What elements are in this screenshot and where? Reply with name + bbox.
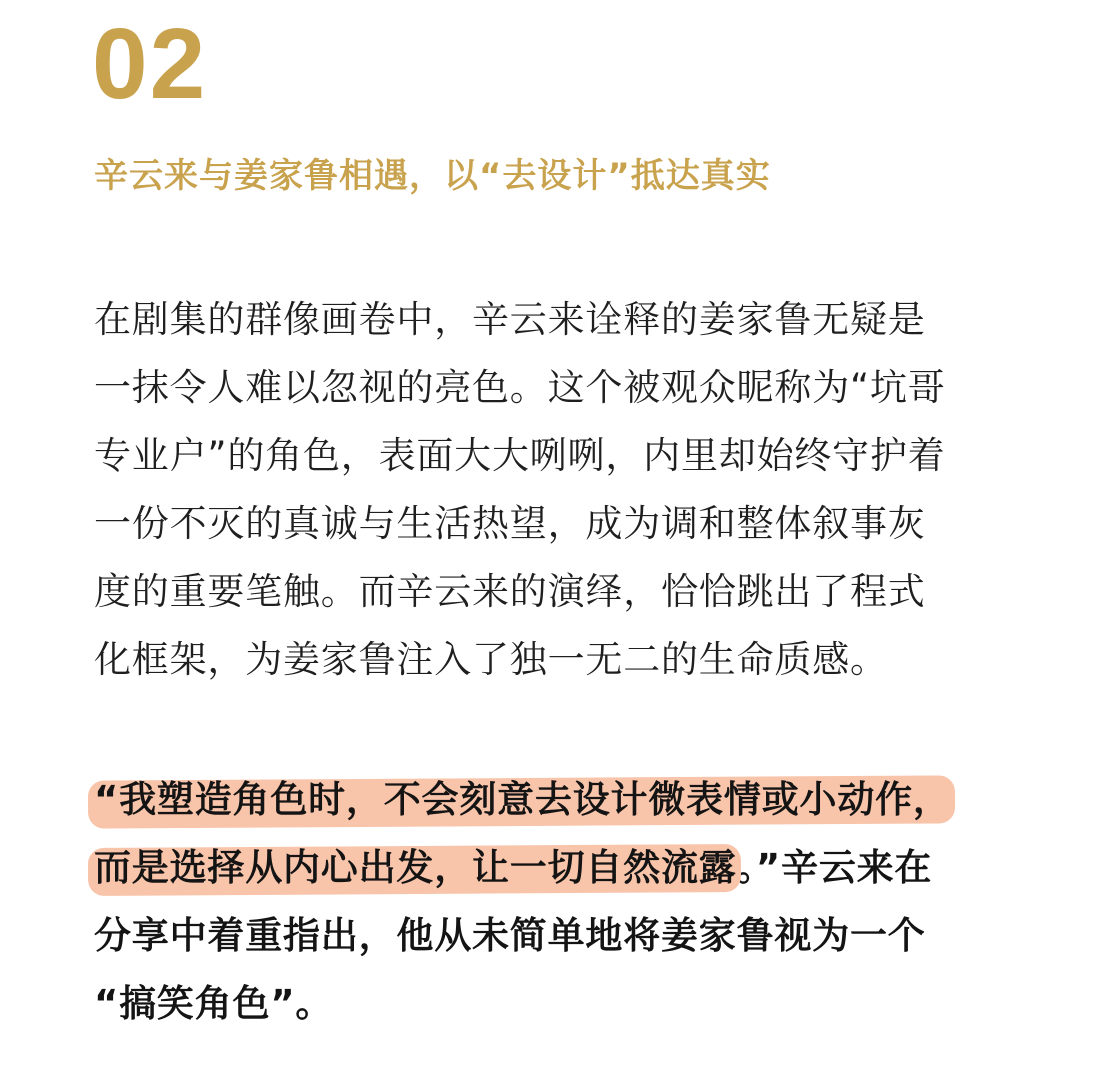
paragraph-line: 一抹令人难以忽视的亮色。这个被观众昵称为“坑哥 <box>94 366 946 409</box>
section-title: 辛云来与姜家鲁相遇，以“去设计”抵达真实 <box>94 156 771 196</box>
body-paragraph <box>94 286 1004 694</box>
paragraph-line: 专业户”的角色，表面大大咧咧，内里却始终守护着 <box>94 434 946 477</box>
quote-attribution: 。”辛云来在 <box>736 846 933 889</box>
paragraph-line: 度的重要笔触。而辛云来的演绎，恰恰跳出了程式 <box>94 570 926 613</box>
highlighted-quote: 而是选择从内心出发，让一切自然流露 <box>94 834 737 902</box>
paragraph-line: “搞笑角色”。 <box>94 982 334 1025</box>
paragraph-line: 在剧集的群像画卷中，辛云来诠释的姜家鲁无疑是 <box>94 298 926 341</box>
paragraph-line: 一份不灭的真诚与生活热望，成为调和整体叙事灰 <box>94 502 926 545</box>
highlighted-quote: “我塑造角色时，不会刻意去设计微表情或小动作， <box>94 766 951 834</box>
paragraph-line: 化框架，为姜家鲁注入了独一无二的生命质感。 <box>94 638 888 681</box>
quote-paragraph <box>94 766 1004 1038</box>
paragraph-line <box>94 766 1004 834</box>
paragraph-line: 分享中着重指出，他从未简单地将姜家鲁视为一个 <box>94 914 926 957</box>
section-number: 02 <box>92 8 208 120</box>
paragraph-line <box>94 834 1004 902</box>
